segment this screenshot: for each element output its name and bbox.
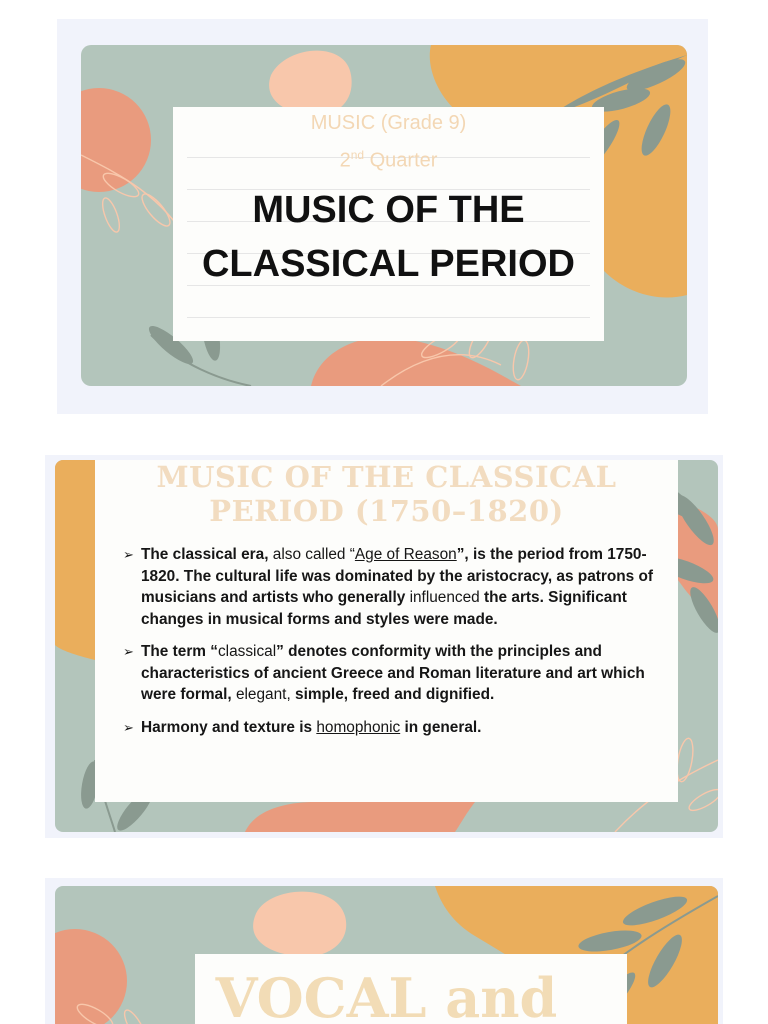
bullet-item: ➢ The term “classical” denotes conformity with the principles and characteristics of ancient Greece and Roman literature and art which were formal, elegant, simple, freed and dignified.: [123, 643, 645, 703]
bullet-list: [123, 544, 662, 749]
slide-3-thumbnail[interactable]: [45, 878, 723, 1024]
grade-subtitle: MUSIC (Grade 9): [310, 112, 467, 134]
content-card: [95, 460, 678, 802]
slide-title-line-1: MUSIC OF THE CLASSICAL: [156, 460, 617, 494]
slide-2-thumbnail[interactable]: [45, 455, 723, 838]
title-card: [173, 107, 604, 341]
slide-2: [55, 460, 718, 832]
bullet-item: ➢ The classical era, also called “Age of Reason”, is the period from 1750-1820. The cultural life was dominated by the aristocracy, as patrons of musicians and artists who generally influenced the arts. Significant changes in musical forms and styles were made.: [123, 546, 654, 628]
arrow-bullet-icon: ➢: [123, 719, 134, 735]
slide-title-line-1: MUSIC OF THE: [252, 189, 525, 231]
slide-title-line-2: CLASSICAL PERIOD: [201, 243, 575, 285]
slide-title: VOCAL and: [215, 966, 558, 1024]
slide-title-line-2: PERIOD (1750–1820): [209, 494, 564, 528]
bullet-item: ➢ Harmony and texture is homophonic in general.: [127, 717, 662, 739]
slide-1-thumbnail[interactable]: [57, 19, 708, 414]
slide-1: [81, 45, 687, 386]
slide-3: [55, 886, 718, 1024]
arrow-bullet-icon: ➢: [123, 644, 134, 659]
quarter-subtitle: 2nd Quarter: [339, 148, 438, 172]
arrow-bullet-icon: ➢: [123, 547, 134, 562]
